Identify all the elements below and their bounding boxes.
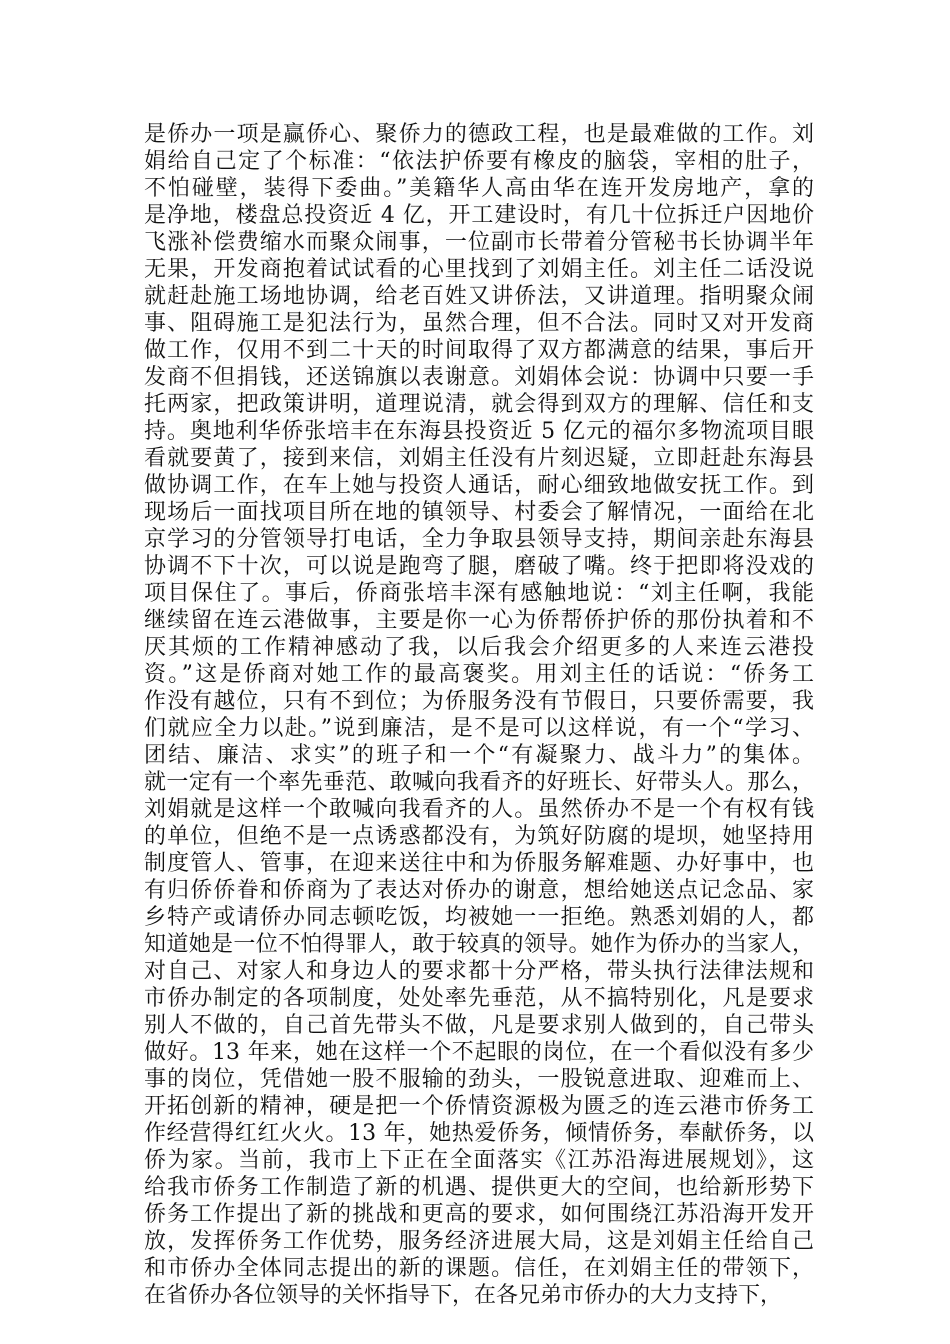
body-text bbox=[144, 121, 814, 1309]
text-line: 和市侨办全体同志提出的新的课题。信任，在刘娟主任的带领下， bbox=[144, 1256, 814, 1281]
text-line: 侨务工作提出了新的挑战和更高的要求，如何围绕江苏沿海开发开 bbox=[144, 1202, 814, 1227]
text-line: 飞涨补偿费缩水而聚众闹事，一位副市长带着分管秘书长协调半年 bbox=[144, 230, 814, 255]
text-line: 持。奥地利华侨张培丰在东海县投资近 5 亿元的福尔多物流项目眼 bbox=[144, 419, 814, 444]
text-line: 放，发挥侨务工作优势，服务经济进展大局，这是刘娟主任给自己 bbox=[144, 1229, 814, 1254]
text-line: 知道她是一位不怕得罪人，敢于较真的领导。她作为侨办的当家人， bbox=[144, 932, 814, 957]
text-line: 做协调工作，在车上她与投资人通话，耐心细致地做安抚工作。到 bbox=[144, 473, 814, 498]
text-line: 给我市侨务工作制造了新的机遇、提供更大的空间，也给新形势下 bbox=[144, 1175, 814, 1200]
text-line: 项目保住了。事后，侨商张培丰深有感触地说：“刘主任啊，我能 bbox=[144, 581, 814, 606]
text-line: 事、阻碍施工是犯法行为，虽然合理，但不合法。同时又对开发商 bbox=[144, 311, 814, 336]
text-line: 是净地，楼盘总投资近 4 亿，开工建设时，有几十位拆迁户因地价 bbox=[144, 203, 814, 228]
text-line: 开拓创新的精神，硬是把一个侨情资源极为匮乏的连云港市侨务工 bbox=[144, 1094, 814, 1119]
text-line: 团结、廉洁、求实”的班子和一个“有凝聚力、战斗力”的集体。 bbox=[144, 743, 814, 768]
text-line: 是侨办一项是赢侨心、聚侨力的德政工程，也是最难做的工作。刘 bbox=[144, 122, 814, 147]
text-line: 就一定有一个率先垂范、敢喊向我看齐的好班长、好带头人。那么， bbox=[144, 770, 814, 795]
text-line: 刘娟就是这样一个敢喊向我看齐的人。虽然侨办不是一个有权有钱 bbox=[144, 797, 814, 822]
text-line: 乡特产或请侨办同志顿吃饭，均被她一一拒绝。熟悉刘娟的人，都 bbox=[144, 905, 814, 930]
text-line: 有归侨侨眷和侨商为了表达对侨办的谢意，想给她送点记念品、家 bbox=[144, 878, 814, 903]
text-line: 资。”这是侨商对她工作的最高褒奖。用刘主任的话说：“侨务工 bbox=[144, 662, 814, 687]
text-line: 托两家，把政策讲明，道理说清，就会得到双方的理解、信任和支 bbox=[144, 392, 814, 417]
text-line: 京学习的分管领导打电话，全力争取县领导支持，期间亲赴东海县 bbox=[144, 527, 814, 552]
text-line: 娟给自己定了个标准：“依法护侨要有橡皮的脑袋，宰相的肚子， bbox=[144, 149, 814, 174]
text-line: 发商不但捐钱，还送锦旗以表谢意。刘娟体会说：协调中只要一手 bbox=[144, 365, 814, 390]
text-line: 的单位，但绝不是一点诱惑都没有，为筑好防腐的堤坝，她坚持用 bbox=[144, 824, 814, 849]
text-line: 对自己、对家人和身边人的要求都十分严格，带头执行法律法规和 bbox=[144, 959, 814, 984]
text-line: 协调不下十次，可以说是跑弯了腿，磨破了嘴。终于把即将没戏的 bbox=[144, 554, 814, 579]
text-line: 别人不做的，自己首先带头不做，凡是要求别人做到的，自己带头 bbox=[144, 1013, 814, 1038]
text-line: 现场后一面找项目所在地的镇领导、村委会了解情况，一面给在北 bbox=[144, 500, 814, 525]
text-line: 就赶赴施工场地协调，给老百姓又讲侨法，又讲道理。指明聚众闹 bbox=[144, 284, 814, 309]
text-line: 们就应全力以赴。”说到廉洁，是不是可以这样说，有一个“学习、 bbox=[144, 716, 814, 741]
text-line: 做好。13 年来，她在这样一个不起眼的岗位，在一个看似没有多少 bbox=[144, 1040, 814, 1065]
text-line: 事的岗位，凭借她一股不服输的劲头，一股锐意进取、迎难而上、 bbox=[144, 1067, 814, 1092]
text-line: 做工作，仅用不到二十天的时间取得了双方都满意的结果，事后开 bbox=[144, 338, 814, 363]
text-line: 侨为家。当前，我市上下正在全面落实《江苏沿海进展规划》，这 bbox=[144, 1148, 814, 1173]
text-line: 作经营得红红火火。13 年，她热爱侨务，倾情侨务，奉献侨务，以 bbox=[144, 1121, 814, 1146]
text-line: 制度管人、管事，在迎来送往中和为侨服务解难题、办好事中，也 bbox=[144, 851, 814, 876]
text-line: 市侨办制定的各项制度，处处率先垂范，从不搞特别化，凡是要求 bbox=[144, 986, 814, 1011]
text-line: 看就要黄了，接到来信，刘娟主任没有片刻迟疑，立即赶赴东海县 bbox=[144, 446, 814, 471]
text-line: 继续留在连云港做事，主要是你一心为侨帮侨护侨的那份执着和不 bbox=[144, 608, 814, 633]
text-line: 在省侨办各位领导的关怀指导下，在各兄弟市侨办的大力支持下， bbox=[144, 1283, 783, 1308]
text-line: 作没有越位，只有不到位；为侨服务没有节假日，只要侨需要，我 bbox=[144, 689, 814, 714]
text-line: 无果，开发商抱着试试看的心里找到了刘娟主任。刘主任二话没说 bbox=[144, 257, 814, 282]
text-line: 厌其烦的工作精神感动了我，以后我会介绍更多的人来连云港投 bbox=[144, 635, 814, 660]
text-line: 不怕碰壁，装得下委曲。”美籍华人高由华在连开发房地产，拿的 bbox=[144, 176, 814, 201]
